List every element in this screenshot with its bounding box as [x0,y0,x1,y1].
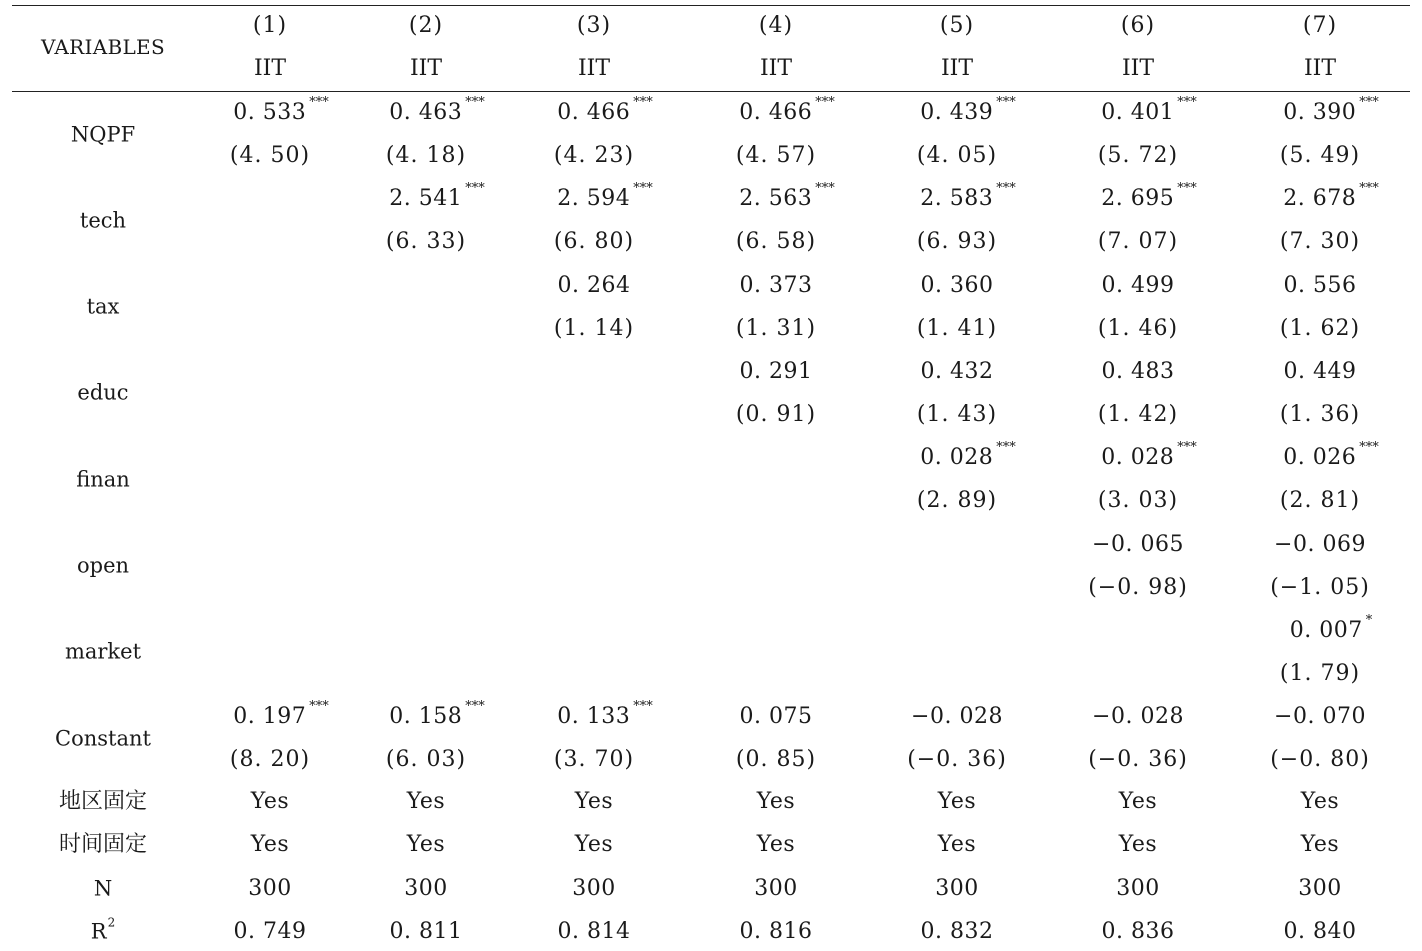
coefficient-cell [739,358,813,384]
significance-stars: *** [309,95,329,110]
coefficient-value: 0. 533 [233,100,307,125]
row-label: open [76,553,130,578]
significance-stars: * [1365,612,1373,628]
coefficient-value: 0. 499 [1101,272,1175,298]
footer-value-cell: 300 [248,875,292,901]
footer-label-text: 地区固定 [58,789,148,814]
standard-error-cell: (6. 03) [385,747,467,773]
significance-stars: *** [996,181,1016,197]
coefficient-value: −0. 069 [1274,531,1366,557]
standard-error-cell: (1. 31) [735,315,817,341]
coefficient-value: 0. 483 [1101,358,1175,384]
footer-value-cell: 0. 811 [389,918,463,944]
footer-value-cell: Yes [756,789,796,814]
footer-value-cell: Yes [574,789,614,814]
standard-error-cell: (6. 33) [385,229,467,255]
coefficient-cell [557,699,653,730]
column-dependent-var: IIT [253,56,287,81]
standard-error-cell: (7. 07) [1097,229,1179,255]
standard-error-cell: (6. 93) [916,229,998,255]
column-dependent-var: IIT [1121,56,1155,81]
footer-value-cell: 300 [1298,875,1342,901]
standard-error-cell: (4. 57) [735,143,817,168]
coefficient-cell [557,95,653,125]
coefficient-cell [557,181,653,212]
standard-error-cell: (8. 20) [229,747,311,773]
significance-stars: *** [465,181,485,197]
coefficient-cell [1101,95,1197,125]
column-number: (1) [252,13,288,38]
coefficient-value: 2. 563 [739,186,813,212]
footer-value-cell: 0. 832 [920,918,994,944]
coefficient-value: 0. 197 [233,704,307,730]
standard-error-cell: (1. 41) [916,315,998,341]
coefficient-cell [1274,706,1366,728]
row-label: tech [79,208,127,233]
coefficient-cell [1283,358,1357,384]
coefficient-cell [389,181,485,212]
row-label: educ [77,380,129,405]
coefficient-cell [389,95,485,125]
coefficient-value: 2. 583 [920,186,994,212]
standard-error-cell: (−0. 80) [1270,747,1370,773]
standard-error-cell: (7. 30) [1279,229,1361,255]
standard-error-cell: (−0. 36) [907,747,1007,773]
standard-error-cell: (2. 81) [1279,488,1361,514]
footer-value-cell: 0. 836 [1101,918,1175,944]
column-dependent-var: IIT [577,56,611,81]
significance-stars: *** [1359,95,1379,110]
footer-label-text: R [90,919,107,944]
superscript: 2 [107,915,116,930]
coefficient-value: 0. 463 [389,100,463,125]
footer-row-label [94,878,112,899]
column-number: (2) [408,13,444,38]
coefficient-value: 0. 466 [557,100,631,125]
footer-value-cell: 0. 816 [739,918,813,944]
standard-error-cell: (4. 18) [385,143,467,168]
footer-value-cell: 0. 749 [233,918,307,944]
coefficient-cell [557,272,631,298]
table-header-rule [12,91,1410,92]
coefficient-cell [1092,706,1184,728]
significance-stars: *** [1359,181,1379,197]
coefficient-cell [389,699,485,730]
coefficient-value: 0. 028 [1101,445,1175,471]
row-label: tax [86,294,120,319]
standard-error-cell: (2. 89) [916,488,998,514]
column-dependent-var: IIT [940,56,974,81]
column-number: (5) [939,13,975,38]
standard-error-cell: (1. 46) [1097,315,1179,341]
standard-error-cell: (1. 62) [1279,315,1361,341]
footer-value-cell: 300 [572,875,616,901]
coefficient-value: 0. 432 [920,358,994,384]
footer-value-cell: Yes [250,789,290,814]
coefficient-value: −0. 028 [1092,704,1184,730]
coefficient-value: 2. 594 [557,186,631,212]
coefficient-value: 0. 401 [1101,100,1175,125]
coefficient-cell [911,706,1003,728]
significance-stars: *** [633,699,653,715]
coefficient-value: 0. 026 [1283,445,1357,471]
coefficient-cell [739,181,835,212]
significance-stars: *** [996,440,1016,456]
coefficient-cell [1283,181,1379,212]
coefficient-value: 2. 678 [1283,186,1357,212]
footer-value-cell: Yes [937,789,977,814]
footer-value-cell: Yes [756,832,796,858]
coefficient-cell [1101,440,1197,471]
coefficient-value: 0. 449 [1283,358,1357,384]
standard-error-cell: (6. 58) [735,229,817,255]
standard-error-cell: (0. 85) [735,747,817,773]
significance-stars: *** [465,699,485,715]
coefficient-cell [920,181,1016,212]
footer-value-cell: Yes [574,832,614,858]
coefficient-cell [1101,272,1175,298]
row-label: market [64,639,142,664]
significance-stars: *** [996,95,1016,110]
footer-row-label [90,915,116,944]
footer-value-cell: Yes [1118,832,1158,858]
footer-value-cell: Yes [406,832,446,858]
coefficient-cell [1283,95,1379,125]
coefficient-cell [233,699,329,730]
coefficient-value: 0. 133 [557,704,631,730]
coefficient-value: 2. 695 [1101,186,1175,212]
footer-value-cell: Yes [1118,789,1158,814]
standard-error-cell: (0. 91) [735,401,817,427]
standard-error-cell: (1. 43) [916,401,998,427]
column-dependent-var: IIT [759,56,793,81]
standard-error-cell: (1. 79) [1279,660,1361,686]
coefficient-cell [739,95,835,125]
significance-stars: *** [633,181,653,197]
significance-stars: *** [815,181,835,197]
coefficient-value: 0. 028 [920,445,994,471]
coefficient-cell [1283,440,1379,471]
footer-value-cell: 300 [1116,875,1160,901]
coefficient-value: 0. 075 [739,704,813,730]
coefficient-cell [1289,612,1373,643]
coefficient-cell [1101,181,1197,212]
coefficient-cell [1101,358,1175,384]
coefficient-value: 0. 291 [739,358,813,384]
column-dependent-var: IIT [1303,56,1337,81]
standard-error-cell: (−0. 98) [1088,574,1188,600]
standard-error-cell: (5. 72) [1097,143,1179,168]
standard-error-cell: (4. 50) [229,143,311,168]
coefficient-value: 0. 466 [739,100,813,125]
standard-error-cell: (1. 36) [1279,401,1361,427]
significance-stars: *** [633,95,653,110]
significance-stars: *** [1177,440,1197,456]
footer-value-cell: Yes [937,832,977,858]
coefficient-value: 0. 007 [1289,617,1363,643]
coefficient-cell [920,358,994,384]
significance-stars: *** [465,95,485,110]
coefficient-cell [1092,531,1184,557]
standard-error-cell: (4. 23) [553,143,635,168]
coefficient-value: 0. 373 [739,272,813,298]
column-dependent-var: IIT [409,56,443,81]
footer-row-label [59,834,147,856]
footer-value-cell: Yes [1300,832,1340,858]
coefficient-value: −0. 070 [1274,704,1366,730]
footer-value-cell: 0. 840 [1283,918,1357,944]
row-label: finan [76,467,130,492]
significance-stars: *** [815,95,835,110]
coefficient-cell [740,706,813,728]
standard-error-cell: (5. 49) [1279,143,1361,168]
footer-value-cell: Yes [406,789,446,814]
significance-stars: *** [309,699,329,715]
coefficient-value: 0. 158 [389,704,463,730]
standard-error-cell: (−0. 36) [1088,747,1188,773]
coefficient-cell [1283,272,1357,298]
footer-value-cell: Yes [250,832,290,858]
coefficient-cell [920,95,1016,125]
column-number: (4) [758,13,794,38]
standard-error-cell: (4. 05) [916,143,998,168]
footer-value-cell: 300 [754,875,798,901]
coefficient-cell [920,272,994,298]
standard-error-cell: (1. 42) [1097,401,1179,427]
coefficient-value: 0. 360 [920,272,994,298]
standard-error-cell: (−1. 05) [1270,574,1370,600]
significance-stars: *** [1177,95,1197,110]
standard-error-cell: (3. 03) [1097,488,1179,514]
significance-stars: *** [1177,181,1197,197]
footer-value-cell: 300 [935,875,979,901]
row-label: NQPF [70,122,136,146]
coefficient-value: 0. 390 [1283,100,1357,125]
footer-value-cell: Yes [1300,789,1340,814]
coefficient-value: 0. 264 [557,272,631,298]
footer-row-label [59,791,147,813]
standard-error-cell: (1. 14) [553,315,635,341]
footer-label-text: N [93,876,113,901]
footer-value-cell: 300 [404,875,448,901]
coefficient-cell [920,440,1016,471]
table-top-rule [12,5,1410,6]
standard-error-cell: (6. 80) [553,229,635,255]
coefficient-value: 0. 556 [1283,272,1357,298]
footer-value-cell: 0. 814 [557,918,631,944]
column-number: (3) [576,13,612,38]
coefficient-cell [739,272,813,298]
coefficient-cell [1274,531,1366,557]
coefficient-value: −0. 028 [911,704,1003,730]
footer-label-text: 时间固定 [58,832,148,858]
significance-stars: *** [1359,440,1379,456]
column-number: (6) [1120,13,1156,38]
coefficient-value: −0. 065 [1092,531,1184,557]
standard-error-cell: (3. 70) [553,747,635,773]
coefficient-cell [233,95,329,125]
variables-header: VARIABLES [41,35,165,59]
row-label: Constant [55,726,151,751]
coefficient-value: 2. 541 [389,186,463,212]
coefficient-value: 0. 439 [920,100,994,125]
column-number: (7) [1302,13,1338,38]
